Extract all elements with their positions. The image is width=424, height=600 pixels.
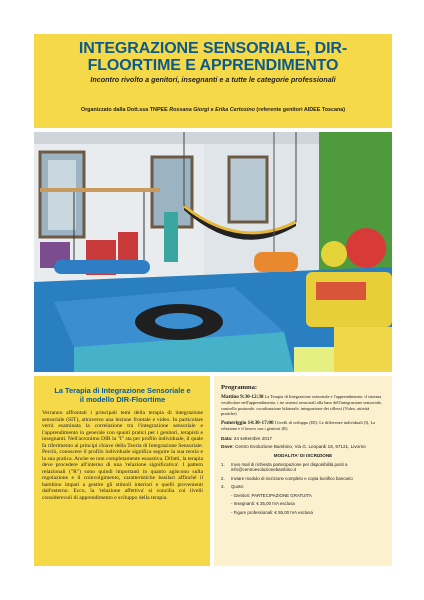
blue-roll [54,260,150,274]
quote-professionals: - Figure professionali: € 55,00 IVA esclusa [231,509,313,515]
afternoon-time: Pomeriggio 14:30-17:00 [221,420,274,427]
registration-steps [221,462,385,516]
list-item [221,476,385,482]
step-text [231,484,385,515]
afternoon-text: I livelli di sviluppo (ID): Le differenze individuali (I), La relazione e il lavoro con i genitori (R) [221,420,376,432]
step-number: 2. [221,475,225,481]
teal-pillar [164,212,178,262]
date-value: 24 settembre 2017 [232,435,273,441]
organizers-prefix: Organizzato dalla Dott.ssa TNPEE [80,107,170,113]
organizer-2: Erika Certosino [215,107,255,113]
event-location [221,444,385,450]
therapy-room-illustration [34,132,392,372]
title-line-1: INTEGRAZIONE SENSORIALE, DIR- [78,40,348,57]
section-title-line-2: il modello DIR-Floortime [79,395,166,404]
list-item [221,484,385,515]
page-title [34,40,392,74]
program-title: Programma: [221,384,258,391]
organizers-line [34,107,392,114]
light-mat [294,347,334,372]
section-title-line-1: La Terapia di Integrazione Sensoriale e [54,386,191,395]
morning-session [221,394,385,416]
registration-title: MODALITA' DI ISCRIZIONE [273,452,333,458]
quote-label: Quote: [231,484,245,490]
subtitle: Incontro rivolto a genitori, insegnanti e a tutte le categorie professionali [90,75,336,84]
section-title [42,386,203,404]
step-text: Invio mail di richiesta partecipazione per disponibilità posti a info@centroevoluzionebambino.it [231,461,348,473]
therapy-room-photo [34,132,392,372]
event-date [221,436,385,442]
yellow-mat [334,327,392,372]
yellow-ball [321,241,347,267]
organizer-1: Rossana Giorgi [169,107,210,113]
inner-tube-hole [155,313,203,329]
step-text: Inviare modulo di iscrizione completo e copia bonifico bancario [231,475,353,481]
window-right [229,157,267,222]
section-body: Verranno affrontati i principali temi della terapia di integrazione sensoriale (SIT), attraverso una lezione frontale e video. In particolare verrà esaminata la correlazione tra l'integrazione sensoriale e l'apprendimento in generale con spunti pratici per i genitori, terapisti e insegnanti. Nell'acronimo DIR la "I" sta per profilo individuale, il quale fa riferimento ai principi chiave della Teoria di Integrazione Sensoriale. Perciò, conoscere il profilo individuale significa seguire la sua teoria e la sua pratica. Anche se non completamente esaustiva. Difatti, la terapia deve procedere all'interno di una 'relazione significativa'. I pattern relazionali ("R") sono quindi importanti in quanto agiscono sulla regolazione e il coinvolgimento, caratteristiche basilari affinché il bambino impari a gestire gli stimoli interiori e quelli provenienti dall'esterno. Ecco, la 'relazione affettiva' si concilia coi livelli considerevoli di apprendimento e sviluppo della terapia. [42,410,203,501]
therapy-description-section [34,376,210,566]
title-line-2: FLOORTIME E APPRENDIMENTO [87,57,339,74]
orange-bolster [254,252,298,272]
step-number: 3. [221,484,225,490]
swing-bar [40,188,160,192]
step-number: 1. [221,461,225,467]
quote-teachers: - Insegnanti: € 35,00 IVA esclusa [231,501,295,507]
list-item [221,462,385,473]
red-cushion-small [316,282,366,300]
program-section [214,376,392,566]
organizers-suffix: (referente genitori AIDEE Toscana) [254,107,346,113]
window-left-glass [48,160,76,230]
morning-time: Mattino 9:30-12:30 [221,394,264,400]
date-label: Data: [221,435,233,441]
organizers-mid: e [209,107,216,113]
red-ball [346,228,386,268]
quote-parents: - Genitori: PARTECIPAZIONE GRATUITA [231,492,312,498]
where-value: Centro Evoluzione Bambino, Via G. Leopardi 18, 57121, Livorno [233,444,366,450]
header-banner [34,34,392,128]
morning-text: La Terapia di Integrazione sensoriale e l'apprendimento: il sistema vestibolare nell'apprendimento, i tre sistemi sensoriali alla base dell'integrazione sensoriale, controllo posturale, coordinazione bilaterale, integrazione dei riflessi (Video, attività pratiche) [221,394,382,416]
where-label: Dove: [221,444,234,450]
afternoon-session [221,420,385,432]
